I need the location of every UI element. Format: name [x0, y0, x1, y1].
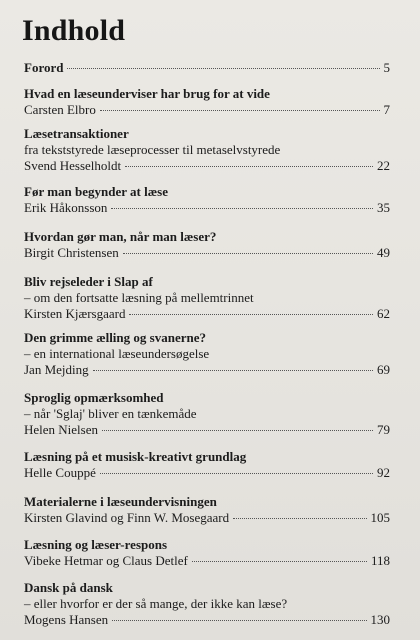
- entry-subtitle: – en international læseundersøgelse: [24, 346, 210, 361]
- toc-entry: [24, 229, 390, 261]
- entry-heading: Før man begynder at læse: [24, 184, 168, 199]
- toc-entry: [24, 60, 390, 76]
- entry-subtitle: – om den fortsatte læsning på mellemtrinnet: [24, 290, 254, 305]
- entry-leader-line: [24, 553, 390, 569]
- entry-leader-line: [24, 158, 390, 174]
- entry-author: Birgit Christensen: [24, 245, 119, 260]
- toc-entry: [24, 390, 390, 438]
- dot-leader: [233, 518, 366, 519]
- entry-heading: Forord: [24, 60, 64, 75]
- toc-entry: [24, 580, 390, 628]
- entry-author: Jan Mejding: [24, 362, 89, 377]
- toc-entry: [24, 274, 390, 322]
- toc-entry: [24, 494, 390, 526]
- entry-heading: Den grimme ælling og svanerne?: [24, 330, 206, 345]
- entry-leader-line: [24, 306, 390, 322]
- entry-author: Mogens Hansen: [24, 612, 109, 627]
- dot-leader: [111, 208, 373, 209]
- entry-heading: Hvad en læseunderviser har brug for at vide: [24, 86, 270, 101]
- entry-leader-line: [24, 60, 390, 76]
- entry-heading: Dansk på dansk: [24, 580, 113, 595]
- entry-author: Carsten Elbro: [24, 102, 96, 117]
- dot-leader: [102, 430, 373, 431]
- toc-entry: [24, 86, 390, 118]
- entry-page-number: 130: [370, 612, 390, 627]
- entry-subtitle: – eller hvorfor er der så mange, der ikke kan læse?: [24, 596, 288, 611]
- toc-entry: [24, 184, 390, 216]
- entry-leader-line: [24, 510, 390, 526]
- toc-entry: [24, 126, 390, 174]
- entry-heading: Hvordan gør man, når man læser?: [24, 229, 217, 244]
- entry-page-number: 105: [370, 510, 390, 525]
- entry-subtitle: fra tekststyrede læseprocesser til metaselvstyrede: [24, 142, 281, 157]
- entry-author: Svend Hesselholdt: [24, 158, 122, 173]
- entry-author: Kirsten Glavind og Finn W. Mosegaard: [24, 510, 230, 525]
- dot-leader: [100, 110, 380, 111]
- entry-heading: Læsetransaktioner: [24, 126, 129, 141]
- entry-page-number: 69: [377, 362, 390, 377]
- entry-page-number: 7: [383, 102, 390, 117]
- entry-heading: Læsning på et musisk-kreativt grundlag: [24, 449, 247, 464]
- entry-author: Vibeke Hetmar og Claus Detlef: [24, 553, 188, 568]
- entry-page-number: 62: [377, 306, 390, 321]
- dot-leader: [67, 68, 379, 69]
- entry-page-number: 49: [377, 245, 390, 260]
- entry-leader-line: [24, 200, 390, 216]
- dot-leader: [112, 620, 366, 621]
- entry-leader-line: [24, 362, 390, 378]
- entry-author: Erik Håkonsson: [24, 200, 108, 215]
- entry-page-number: 22: [377, 158, 390, 173]
- entry-page-number: 5: [383, 60, 390, 75]
- entry-heading: Læsning og læser-respons: [24, 537, 168, 552]
- dot-leader: [100, 473, 373, 474]
- entry-page-number: 118: [370, 553, 390, 568]
- entry-heading: Bliv rejseleder i Slap af: [24, 274, 153, 289]
- entry-page-number: 79: [377, 422, 390, 437]
- entry-leader-line: [24, 465, 390, 481]
- entry-heading: Materialerne i læseundervisningen: [24, 494, 217, 509]
- dot-leader: [93, 370, 373, 371]
- page-title: Indhold: [22, 14, 126, 47]
- toc-entry: [24, 330, 390, 378]
- toc-entry: [24, 449, 390, 481]
- entry-leader-line: [24, 245, 390, 261]
- entry-author: Kirsten Kjærsgaard: [24, 306, 126, 321]
- dot-leader: [192, 561, 367, 562]
- entry-leader-line: [24, 612, 390, 628]
- entry-author: Helle Couppé: [24, 465, 96, 480]
- entry-subtitle: – når 'Sglaj' bliver en tænkemåde: [24, 406, 197, 421]
- entry-heading: Sproglig opmærksomhed: [24, 390, 164, 405]
- toc-entry: [24, 537, 390, 569]
- entry-leader-line: [24, 422, 390, 438]
- entry-author: Helen Nielsen: [24, 422, 99, 437]
- entry-page-number: 35: [377, 200, 390, 215]
- entry-page-number: 92: [377, 465, 390, 480]
- dot-leader: [125, 166, 373, 167]
- dot-leader: [129, 314, 373, 315]
- entry-leader-line: [24, 102, 390, 118]
- dot-leader: [123, 253, 373, 254]
